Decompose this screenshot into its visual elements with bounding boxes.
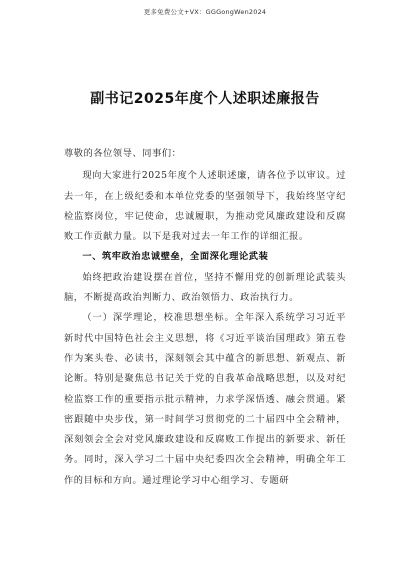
document-body (64, 144, 346, 491)
header-note: 更多免费公文+VX：GGGongWen2024 (143, 8, 267, 16)
paragraph-section-1-lead: 始终把政治建设摆在首位，坚持不懈用党的创新理论武装头脑，不断提高政治判断力、政治领悟力、政治执行力。 (64, 271, 346, 304)
document-title: 副书记2025年度个人述职述廉报告 (90, 91, 320, 107)
section-heading-1: 一、筑牢政治忠诚壁垒，全面深化理论武装 (82, 251, 269, 263)
paragraph-intro: 现向大家进行2025年度个人述职述廉，请各位予以审议。过去一年，在上级纪委和本单位党委的坚强领导下，我始终坚守纪检监察岗位，牢记使命，忠诚履职，为推动党风廉政建设和反腐败工作贡献力量。以下是我对过去一年工作的详细汇报。 (64, 170, 346, 243)
greeting: 尊敬的各位领导、同事们： (64, 148, 182, 159)
paragraph-section-1-item-1: （一）深学理论，校准思想坐标。全年深入系统学习习近平新时代中国特色社会主义思想，将《习近平谈治国理政》第五卷作为案头卷、必读书，深刻领会其中蕴含的新思想、新观点、新论断。特别是聚焦总书记关于党的自我革命战略思想，以及对纪检监察工作的重要指示批示精神，力求学深悟透、融会贯通。紧密跟随中央步伐，第一时间学习贯彻党的二十届四中全会精神，深刻领会全会对党风廉政建设和反腐败工作提出的新要求、新任务。同时，深入学习二十届中央纪委四次全会精神，明确全年工作的目标和方向。通过理论学习中心组学习、专题研 (64, 312, 346, 486)
